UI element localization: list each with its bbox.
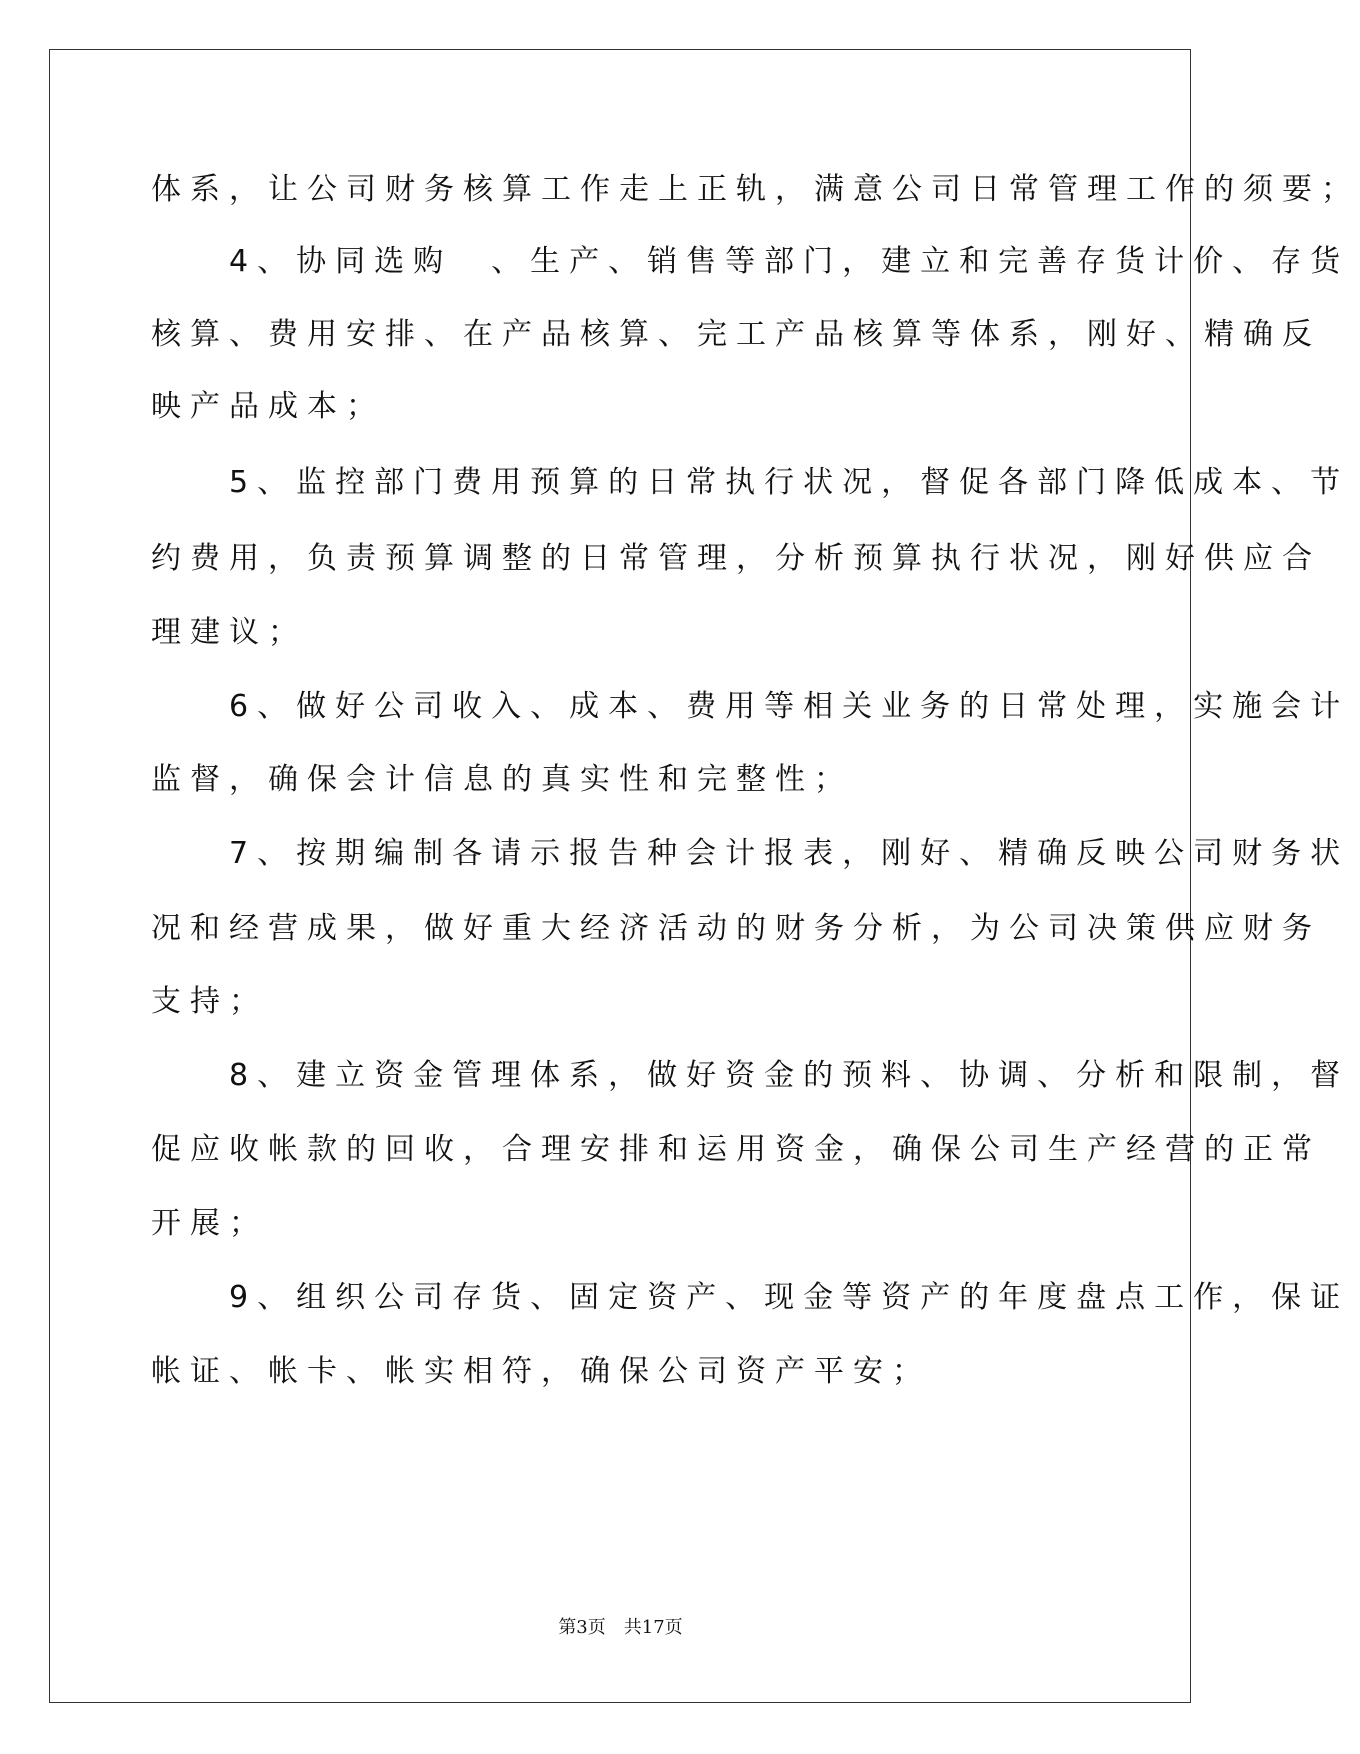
page-number-footer: 第3页 共17页 (558, 1617, 683, 1638)
text-line: 促应收帐款的回收，合理安排和运用资金，确保公司生产经营的正常 (151, 1132, 1321, 1167)
text-line: 4、协同选购 、生产、销售等部门，建立和完善存货计价、存货 (151, 244, 1350, 279)
text-line: 8、建立资金管理体系，做好资金的预料、协调、分析和限制，督 (151, 1058, 1350, 1093)
text-line: 体系，让公司财务核算工作走上正轨，满意公司日常管理工作的须要； (151, 172, 1360, 207)
text-line: 监督，确保会计信息的真实性和完整性； (151, 762, 853, 797)
text-line: 5、监控部门费用预算的日常执行状况，督促各部门降低成本、节 (151, 465, 1350, 500)
text-line: 支持； (151, 984, 268, 1019)
text-line: 约费用，负责预算调整的日常管理，分析预算执行状况，刚好供应合 (151, 541, 1321, 576)
text-line: 6、做好公司收入、成本、费用等相关业务的日常处理，实施会计 (151, 689, 1350, 724)
text-line: 映产品成本； (151, 389, 385, 424)
text-line: 7、按期编制各请示报告种会计报表，刚好、精确反映公司财务状 (151, 836, 1350, 871)
text-line: 帐证、帐卡、帐实相符，确保公司资产平安； (151, 1354, 931, 1389)
text-line: 况和经营成果，做好重大经济活动的财务分析，为公司决策供应财务 (151, 911, 1321, 946)
text-line: 核算、费用安排、在产品核算、完工产品核算等体系，刚好、精确反 (151, 317, 1321, 352)
text-line: 理建议； (151, 615, 307, 650)
text-line: 开展； (151, 1206, 268, 1241)
text-line: 9、组织公司存货、固定资产、现金等资产的年度盘点工作，保证 (151, 1280, 1350, 1315)
